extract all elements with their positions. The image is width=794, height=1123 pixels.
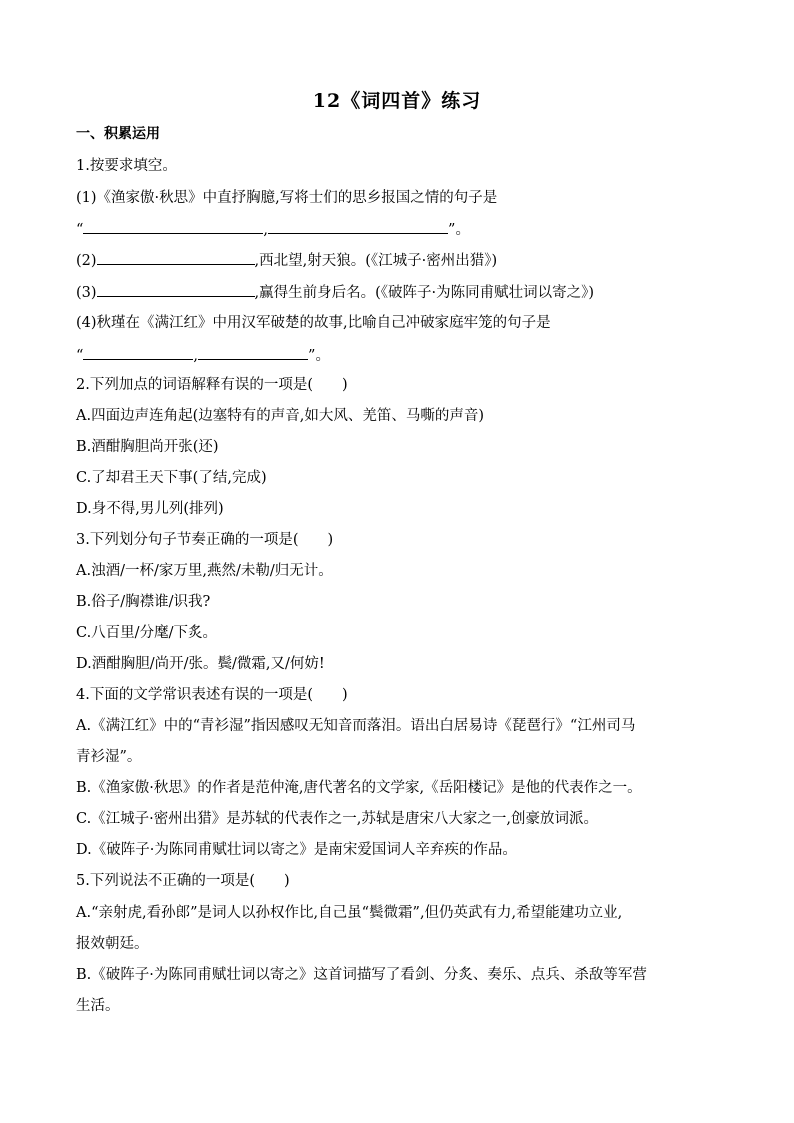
question-1-part-1-blanks (76, 218, 726, 240)
part-text: ,赢得生前身后名。(《破阵子·为陈同甫赋壮词以寄之》) (254, 285, 595, 301)
separator: , (263, 222, 269, 238)
question-3-stem: 3.下列划分句子节奏正确的一项是( ) (76, 532, 334, 548)
question-3-option-a: A.浊酒/一杯/家万里,燕然/未勒/归无计。 (76, 563, 333, 579)
question-2-option-a: A.四面边声连角起(边塞特有的声音,如大风、羌笛、马嘶的声音) (76, 408, 485, 424)
question-2-option-b: B.酒酣胸胆尚开张(还) (76, 439, 219, 455)
page-title: 12《词四首》练习 (312, 90, 482, 112)
question-4-option-c: C.《江城子·密州出猎》是苏轼的代表作之一,苏轼是唐宋八大家之一,创豪放词派。 (76, 811, 599, 827)
close-quote: ”。 (308, 348, 330, 364)
question-3-option-d: D.酒酣胸胆/尚开/张。鬓/微霜,又/何妨! (76, 656, 325, 672)
question-3-option-b: B.俗子/胸襟谁/识我? (76, 594, 211, 610)
question-4-option-b: B.《渔家傲·秋思》的作者是范仲淹,唐代著名的文学家,《岳阳楼记》是他的代表作之一。 (76, 780, 642, 796)
answer-blank[interactable] (268, 218, 448, 234)
question-5-option-b-line-2: 生活。 (76, 998, 120, 1014)
section-heading: 一、积累运用 (76, 126, 160, 142)
answer-blank[interactable] (83, 344, 193, 360)
question-1-part-1: (1)《渔家傲·秋思》中直抒胸臆,写将士们的思乡报国之情的句子是 (76, 190, 498, 206)
question-2-option-d: D.身不得,男儿列(排列) (76, 501, 224, 517)
question-4-option-a-line-1: A.《满江红》中的“青衫湿”指因感叹无知音而落泪。语出白居易诗《琵琶行》“江州司马 (76, 718, 636, 734)
open-quote: “ (76, 222, 84, 238)
question-2-stem: 2.下列加点的词语解释有误的一项是( ) (76, 377, 348, 393)
answer-blank[interactable] (97, 249, 255, 265)
question-1-part-4: (4)秋瑾在《满江红》中用汉军破楚的故事,比喻自己冲破家庭牢笼的句子是 (76, 315, 551, 331)
question-1-part-2 (76, 249, 726, 271)
separator: , (193, 348, 199, 364)
question-2-option-c: C.了却君王天下事(了结,完成) (76, 470, 267, 486)
part-text: ,西北望,射天狼。(《江城子·密州出猎》) (254, 253, 498, 269)
question-1-part-3 (76, 281, 726, 303)
part-number: (2) (76, 253, 97, 269)
question-3-option-c: C.八百里/分麾/下炙。 (76, 625, 217, 641)
answer-blank[interactable] (83, 218, 263, 234)
question-4-option-a-line-2: 青衫湿”。 (76, 749, 142, 765)
question-5-option-b-line-1: B.《破阵子·为陈同甫赋壮词以寄之》这首词描写了看剑、分炙、奏乐、点兵、杀敌等军营 (76, 967, 647, 983)
part-number: (3) (76, 285, 97, 301)
question-4-stem: 4.下面的文学常识表述有误的一项是( ) (76, 687, 348, 703)
question-1-stem: 1.按要求填空。 (76, 158, 177, 174)
answer-blank[interactable] (198, 344, 308, 360)
question-1-part-4-blanks (76, 344, 726, 366)
answer-blank[interactable] (97, 281, 255, 297)
open-quote: “ (76, 348, 84, 364)
question-5-stem: 5.下列说法不正确的一项是( ) (76, 873, 290, 889)
question-5-option-a-line-1: A.“亲射虎,看孙郎”是词人以孙权作比,自己虽“鬓微霜”,但仍英武有力,希望能建功立业, (76, 905, 623, 921)
question-4-option-d: D.《破阵子·为陈同甫赋壮词以寄之》是南宋爱国词人辛弃疾的作品。 (76, 842, 517, 858)
close-quote: ”。 (448, 222, 470, 238)
question-5-option-a-line-2: 报效朝廷。 (76, 936, 149, 952)
